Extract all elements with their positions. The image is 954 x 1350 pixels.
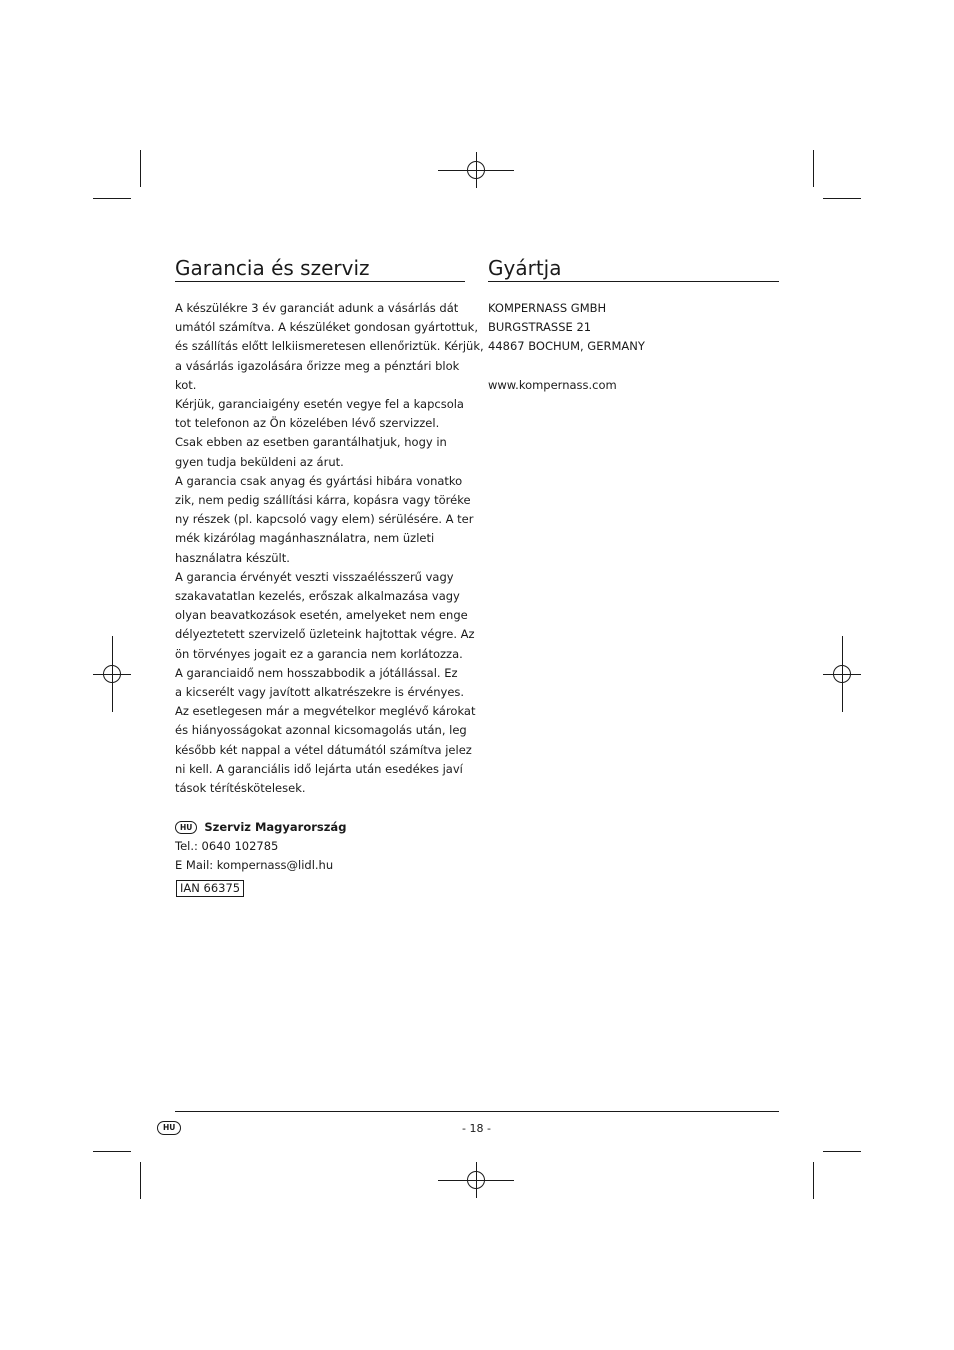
text-line: Kérjük, garanciaigény esetén vegye fel a kapcsola [175, 397, 464, 412]
manufacturer-address [488, 299, 645, 357]
text-line: és szállítás előtt lelkiismeretesen ellenőriztük. Kérjük, [175, 339, 484, 354]
crop-mark [813, 150, 814, 187]
crop-mark [823, 1151, 861, 1152]
service-heading [175, 818, 346, 837]
footer-rule [175, 1111, 779, 1112]
section-title-manufacturer: Gyártja [488, 256, 562, 280]
service-block [175, 818, 346, 876]
page-number: - 18 - [462, 1122, 491, 1135]
service-title: Szerviz Magyarország [204, 820, 347, 834]
text-line: délyeztetett szervizelő üzleteink hajtottak végre. Az [175, 627, 475, 642]
text-line: ni kell. A garanciális idő lejárta után esedékes javí [175, 761, 463, 776]
service-email: E Mail: kompernass@lidl.hu [175, 858, 334, 873]
country-badge: HU [175, 821, 197, 834]
text-line: zik, nem pedig szállítási kárra, kopásra vagy töréke [175, 493, 471, 508]
text-line: a kicserélt vagy javított alkatrészekre is érvényes. [175, 685, 465, 700]
crop-mark [93, 198, 131, 199]
text-line: használatra készült. [175, 550, 290, 565]
text-line: Csak ebben az esetben garantálhatjuk, hogy in [175, 435, 447, 450]
address-line: KOMPERNASS GMBH [488, 301, 607, 315]
text-line: mék kizárólag magánhasználatra, nem üzleti [175, 531, 435, 546]
crop-mark [823, 198, 861, 199]
text-line: később két nappal a vétel dátumától számítva jelez [175, 742, 472, 757]
text-line: és hiányosságokat azonnal kicsomagolás után, leg [175, 723, 467, 738]
text-line: Az esetlegesen már a megvételkor meglévő károkat [175, 704, 476, 719]
text-line: tot telefonon az Ön közelében lévő szervizzel. [175, 416, 440, 431]
footer-country-badge: HU [157, 1121, 181, 1135]
crop-mark [140, 1162, 141, 1199]
text-line: a vásárlás igazolására őrizze meg a pénztári blok [175, 358, 460, 373]
text-line: A garancia csak anyag és gyártási hibára vonatko [175, 473, 463, 488]
text-line: A garancia érvényét veszti visszaélésszerű vagy [175, 569, 454, 584]
text-line: A garanciaidő nem hosszabbodik a jótállással. Ez [175, 665, 458, 680]
text-line: olyan beavatkozások esetén, amelyeket nem enge [175, 608, 468, 623]
website-link: www.kompernass.com [488, 378, 617, 392]
title-rule-right [488, 281, 779, 282]
service-phone: Tel.: 0640 102785 [175, 839, 279, 854]
warranty-text [175, 299, 484, 798]
crop-mark [140, 150, 141, 187]
text-line: umától számítva. A készüléket gondosan gyártottuk, [175, 320, 478, 335]
section-title-warranty: Garancia és szerviz [175, 256, 370, 280]
text-line: kot. [175, 377, 197, 392]
address-line: 44867 BOCHUM, GERMANY [488, 339, 645, 354]
crop-mark [93, 1151, 131, 1152]
text-line: gyen tudja beküldeni az árut. [175, 454, 344, 469]
text-line: tások térítéskötelesek. [175, 781, 306, 796]
address-line: BURGSTRASSE 21 [488, 320, 592, 335]
text-line: ny részek (pl. kapcsoló vagy elem) sérülésére. A ter [175, 512, 474, 527]
title-rule-left [175, 281, 465, 282]
crop-mark [813, 1162, 814, 1199]
ian-box: IAN 66375 [176, 880, 244, 897]
text-line: szakavatatlan kezelés, erőszak alkalmazása vagy [175, 589, 460, 604]
text-line: A készülékre 3 év garanciát adunk a vásárlás dát [175, 301, 459, 315]
text-line: ön törvényes jogait ez a garancia nem korlátozza. [175, 646, 463, 661]
